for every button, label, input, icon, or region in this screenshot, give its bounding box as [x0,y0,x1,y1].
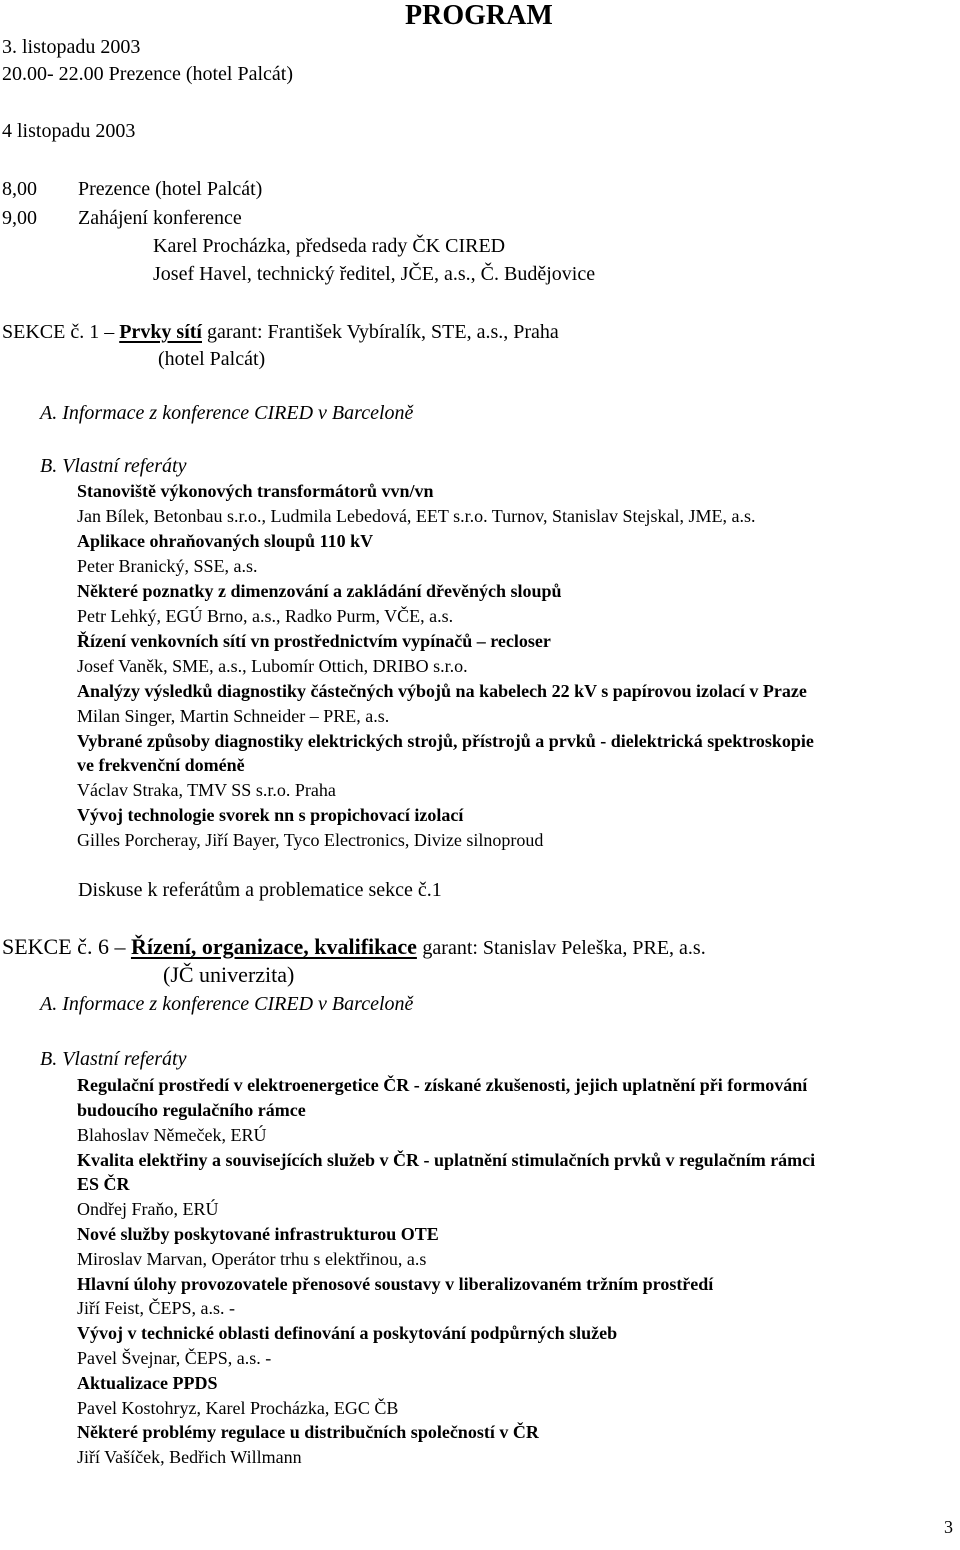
s6-paper-6-title: Aktualizace PPDS [77,1373,218,1393]
s6-paper-3-authors: Miroslav Marvan, Operátor trhu s elektřinou, a.s [77,1249,427,1269]
section-1-prefix: SEKCE č. 1 [2,321,100,343]
section-1-garant: garant: František Vybíralík, STE, a.s., Praha [207,321,559,343]
schedule-text-2: Zahájení konference [78,207,242,229]
s1-paper-7-authors: Gilles Porcheray, Jiří Bayer, Tyco Electronics, Divize silnoproud [77,830,544,850]
section-6-heading [2,936,706,958]
s6-paper-4-title: Hlavní úlohy provozovatele přenosové soustavy v liberalizovaném tržním prostředí [77,1274,714,1294]
s6-paper-5-authors: Pavel Švejnar, ČEPS, a.s. - [77,1348,272,1368]
s1-paper-6-title: Vybrané způsoby diagnostiky elektrických strojů, přístrojů a prvků - dielektrická spektroskopie [77,731,814,751]
s6-paper-7-authors: Jiří Vašíček, Bedřich Willmann [77,1447,302,1467]
s1-paper-5-authors: Milan Singer, Martin Schneider – PRE, a.s. [77,706,390,726]
s1-paper-5-title: Analýzy výsledků diagnostiky částečných výbojů na kabelech 22 kV s papírovou izolací v Praze [77,681,807,701]
s6-paper-4-authors: Jiří Feist, ČEPS, a.s. - [77,1298,236,1318]
s6-paper-1-title-cont: budoucího regulačního rámce [77,1100,306,1120]
s6-paper-1-title: Regulační prostředí v elektroenergetice ČR - získané zkušenosti, jejich uplatnění při formování [77,1075,808,1095]
section-6-venue: (JČ univerzita) [163,962,295,987]
s1-paper-7-title: Vývoj technologie svorek nn s propichovací izolací [77,805,464,825]
section-6-part-b: B. Vlastní referáty [40,1048,187,1070]
section-1-part-a: A. Informace z konference CIRED v Barceloně [40,402,414,424]
section-1-discussion: Diskuse k referátům a problematice sekce č.1 [78,879,442,901]
s6-paper-6-authors: Pavel Kostohryz, Karel Procházka, EGC ČB [77,1398,399,1418]
s1-paper-4-authors: Josef Vaněk, SME, a.s., Lubomír Ottich, DRIBO s.r.o. [77,656,468,676]
s1-paper-4-title: Řízení venkovních sítí vn prostřednictvím vypínačů – recloser [77,631,551,651]
s6-paper-5-title: Vývoj v technické oblasti definování a poskytování podpůrných služeb [77,1323,618,1343]
s6-paper-2-title-cont: ES ČR [77,1174,130,1194]
section-1-venue: (hotel Palcát) [158,348,266,370]
s1-paper-1-authors: Jan Bílek, Betonbau s.r.o., Ludmila Lebedová, EET s.r.o. Turnov, Stanislav Stejskal, JME, a.s. [77,506,756,526]
s6-paper-1-authors: Blahoslav Němeček, ERÚ [77,1125,267,1145]
s1-paper-6-title-cont: ve frekvenční doméně [77,755,245,775]
s1-paper-3-title: Některé poznatky z dimenzování a zakládání dřevěných sloupů [77,581,562,601]
section-6-dash: – [114,934,126,959]
s6-paper-7-title: Některé problémy regulace u distribučních společností v ČR [77,1422,539,1442]
s6-paper-2-title: Kvalita elektřiny a souvisejících služeb v ČR - uplatnění stimulačních prvků v regulačním rámci [77,1150,816,1170]
s1-paper-2-authors: Peter Branický, SSE, a.s. [77,556,258,576]
s1-paper-6-authors: Václav Straka, TMV SS s.r.o. Praha [77,780,336,800]
s1-paper-1-title: Stanoviště výkonových transformátorů vvn/vn [77,481,434,501]
section-1-heading [2,322,559,342]
date-day1: 3. listopadu 2003 [2,36,141,58]
s6-paper-3-title: Nové služby poskytované infrastrukturou OTE [77,1224,439,1244]
page-title: PROGRAM [405,0,553,31]
opening-speaker-2: Josef Havel, technický ředitel, JČE, a.s., Č. Budějovice [153,263,596,285]
date-day2: 4 listopadu 2003 [2,120,136,142]
schedule-time-2: 9,00 [2,207,37,229]
s6-paper-2-authors: Ondřej Fraňo, ERÚ [77,1199,219,1219]
schedule-text-1: Prezence (hotel Palcát) [78,178,263,200]
s1-paper-2-title: Aplikace ohraňovaných sloupů 110 kV [77,531,374,551]
page-number: 3 [944,1517,953,1537]
s1-paper-3-authors: Petr Lehký, EGÚ Brno, a.s., Radko Purm, VČE, a.s. [77,606,454,626]
section-6-name: Řízení, organizace, kvalifikace [130,934,417,959]
section-6-prefix: SEKCE č. 6 [2,934,109,959]
opening-speaker-1: Karel Procházka, předseda rady ČK CIRED [153,235,506,257]
section-1-dash: – [104,321,115,343]
section-1-name: Prvky sítí [119,321,202,343]
section-1-part-b: B. Vlastní referáty [40,455,187,477]
day1-registration: 20.00- 22.00 Prezence (hotel Palcát) [2,63,294,85]
schedule-time-1: 8,00 [2,178,37,200]
section-6-part-a: A. Informace z konference CIRED v Barceloně [40,993,414,1015]
section-6-garant: garant: Stanislav Peleška, PRE, a.s. [422,937,706,959]
